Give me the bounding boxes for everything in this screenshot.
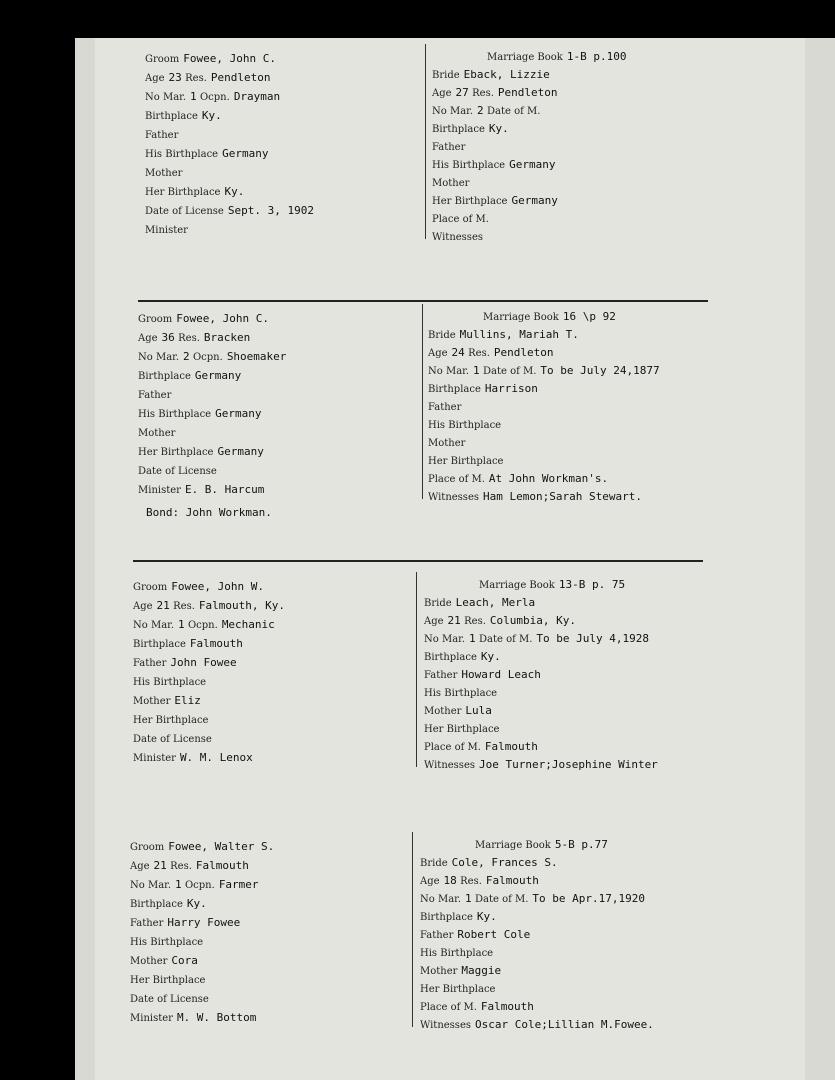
record-column-divider xyxy=(412,832,413,1027)
field-value: Germany xyxy=(217,445,264,458)
bride-field-row xyxy=(432,210,717,228)
groom-field-row xyxy=(145,107,420,125)
bride-field-row xyxy=(420,980,705,998)
field-value: At John Workman's. xyxy=(488,472,609,485)
field-value: Ky. xyxy=(480,650,501,663)
field-label: Mother xyxy=(424,706,462,717)
field-label: Birthplace xyxy=(138,371,191,382)
record-separator-line xyxy=(133,560,703,562)
groom-field-row xyxy=(138,386,413,404)
field-label: Date of M. xyxy=(482,366,537,377)
field-label: Father xyxy=(432,142,466,153)
field-label: His Birthplace xyxy=(432,160,506,171)
field-label: Marriage Book xyxy=(475,840,551,851)
field-value: 36 xyxy=(161,331,175,344)
field-label: Age xyxy=(133,601,153,612)
field-value: Oscar Cole;Lillian M.Fowee. xyxy=(475,1018,654,1031)
field-label: Ocpn. xyxy=(199,92,230,103)
bride-field-row xyxy=(420,944,705,962)
field-value: 24 xyxy=(451,346,465,359)
bride-field-row xyxy=(428,326,713,344)
groom-field-row xyxy=(138,329,413,347)
field-label: Res. xyxy=(464,616,486,627)
bride-field-row xyxy=(428,488,713,506)
field-value: Ky. xyxy=(186,897,207,910)
field-label: Date of License xyxy=(138,466,217,477)
bride-field-row xyxy=(420,890,705,908)
field-value: Eliz xyxy=(174,694,201,707)
groom-field-row xyxy=(145,164,420,182)
groom-field-row xyxy=(133,711,408,729)
field-label: Bride xyxy=(432,70,460,81)
field-value: Falmouth xyxy=(189,637,243,650)
field-label: No Mar. xyxy=(133,620,175,631)
field-label: Her Birthplace xyxy=(145,187,221,198)
field-value: Farmer xyxy=(218,878,259,891)
field-label: No Mar. xyxy=(424,634,466,645)
bride-field-row xyxy=(424,756,709,774)
field-value: 2 xyxy=(477,104,484,117)
bride-field-row xyxy=(420,872,705,890)
field-value: Columbia, Ky. xyxy=(489,614,576,627)
field-label: Mother xyxy=(428,438,466,449)
field-label: Father xyxy=(145,130,179,141)
record-column-divider xyxy=(416,572,417,767)
field-label: Groom xyxy=(133,582,168,593)
bride-field-row xyxy=(424,594,709,612)
field-value: Drayman xyxy=(233,90,281,103)
bride-field-row xyxy=(420,962,705,980)
field-value: 16 \p 92 xyxy=(562,310,616,323)
groom-field-row xyxy=(133,673,408,691)
field-value: John Fowee xyxy=(170,656,237,669)
bride-field-row xyxy=(424,702,709,720)
field-label: Her Birthplace xyxy=(130,975,206,986)
bride-field-row xyxy=(424,666,709,684)
groom-field-row xyxy=(130,876,405,894)
field-label: Date of License xyxy=(133,734,212,745)
field-value: Germany xyxy=(222,147,269,160)
field-label: Minister xyxy=(138,485,181,496)
field-label: Age xyxy=(138,333,158,344)
groom-field-row xyxy=(138,405,413,423)
field-value: Harrison xyxy=(484,382,538,395)
groom-field-row xyxy=(133,578,408,596)
groom-field-row xyxy=(130,857,405,875)
field-label: His Birthplace xyxy=(145,149,219,160)
groom-field-row xyxy=(145,50,420,68)
field-value: Germany xyxy=(215,407,262,420)
field-value: Fowee, Walter S. xyxy=(168,840,275,853)
field-value: Robert Cole xyxy=(457,928,531,941)
field-label: Witnesses xyxy=(424,760,475,771)
bride-field-row xyxy=(475,836,760,854)
field-label: Birthplace xyxy=(432,124,485,135)
field-label: Mother xyxy=(130,956,168,967)
field-label: Ocpn. xyxy=(192,352,223,363)
groom-field-row xyxy=(130,933,405,951)
field-label: Her Birthplace xyxy=(428,456,504,467)
bride-field-row xyxy=(420,1016,705,1034)
field-label: Bride xyxy=(424,598,452,609)
field-value: 1-B p.100 xyxy=(566,50,627,63)
groom-field-row xyxy=(138,462,413,480)
bride-field-row xyxy=(420,854,705,872)
field-value: Pendleton xyxy=(210,71,271,84)
field-label: His Birthplace xyxy=(133,677,207,688)
field-value: To be July 24,1877 xyxy=(540,364,660,377)
field-label: Date of License xyxy=(145,206,224,217)
field-value: M. W. Bottom xyxy=(176,1011,257,1024)
field-label: No Mar. xyxy=(428,366,470,377)
field-label: Birthplace xyxy=(133,639,186,650)
field-label: Witnesses xyxy=(420,1020,471,1031)
field-value: Ham Lemon;Sarah Stewart. xyxy=(483,490,642,503)
field-label: Bride xyxy=(428,330,456,341)
field-value: Germany xyxy=(511,194,558,207)
groom-field-row xyxy=(133,692,408,710)
field-value: Pendleton xyxy=(493,346,554,359)
field-value: 2 xyxy=(183,350,190,363)
field-label: Mother xyxy=(133,696,171,707)
groom-field-row xyxy=(145,202,420,220)
groom-field-row xyxy=(138,443,413,461)
field-value: Joe Turner;Josephine Winter xyxy=(479,758,658,771)
field-label: Her Birthplace xyxy=(432,196,508,207)
bride-field-row xyxy=(420,998,705,1016)
field-label: Witnesses xyxy=(428,492,479,503)
groom-field-row xyxy=(145,126,420,144)
bride-field-row xyxy=(424,648,709,666)
field-label: Her Birthplace xyxy=(424,724,500,735)
field-label: Birthplace xyxy=(145,111,198,122)
field-value: W. M. Lenox xyxy=(179,751,253,764)
field-value: Harry Fowee xyxy=(167,916,241,929)
field-label: Minister xyxy=(130,1013,173,1024)
field-value: To be July 4,1928 xyxy=(536,632,649,645)
bride-field-row xyxy=(432,174,717,192)
field-value: 1 xyxy=(175,878,182,891)
groom-field-row xyxy=(138,348,413,366)
bride-field-row xyxy=(432,192,717,210)
field-label: Mother xyxy=(432,178,470,189)
groom-field-row xyxy=(130,952,405,970)
field-label: Father xyxy=(133,658,167,669)
field-label: Date of M. xyxy=(478,634,533,645)
bride-field-row xyxy=(424,738,709,756)
field-label: Groom xyxy=(138,314,173,325)
field-value: 1 xyxy=(178,618,185,631)
groom-field-row xyxy=(133,654,408,672)
field-label: Witnesses xyxy=(432,232,483,243)
field-label: Mother xyxy=(145,168,183,179)
field-value: 21 xyxy=(153,859,167,872)
field-value: Sept. 3, 1902 xyxy=(227,204,314,217)
field-label: Age xyxy=(130,861,150,872)
groom-field-row xyxy=(130,1009,405,1027)
field-value: 1 xyxy=(469,632,476,645)
field-label: Birthplace xyxy=(130,899,183,910)
groom-field-row xyxy=(145,145,420,163)
groom-field-row xyxy=(138,424,413,442)
field-label: Father xyxy=(428,402,462,413)
field-value: Howard Leach xyxy=(461,668,541,681)
field-value: Falmouth, Ky. xyxy=(198,599,285,612)
field-value: Leach, Merla xyxy=(455,596,536,609)
field-value: Mechanic xyxy=(221,618,275,631)
field-value: Falmouth xyxy=(195,859,249,872)
field-value: Fowee, John C. xyxy=(176,312,270,325)
bride-field-row xyxy=(428,344,713,362)
field-value: Lula xyxy=(465,704,492,717)
field-label: Res. xyxy=(173,601,195,612)
field-value: Bracken xyxy=(203,331,251,344)
record-column-divider xyxy=(422,304,423,499)
field-label: No Mar. xyxy=(145,92,187,103)
field-label: Marriage Book xyxy=(487,52,563,63)
field-value: 13-B p. 75 xyxy=(558,578,626,591)
field-label: Place of M. xyxy=(428,474,485,485)
field-label: Groom xyxy=(145,54,180,65)
field-value: 5-B p.77 xyxy=(554,838,608,851)
groom-field-row xyxy=(145,221,420,239)
field-label: Date of M. xyxy=(486,106,541,117)
field-label: Ocpn. xyxy=(187,620,218,631)
field-label: Date of License xyxy=(130,994,209,1005)
field-value: E. B. Harcum xyxy=(184,483,265,496)
field-label: No Mar. xyxy=(432,106,474,117)
field-value: Falmouth xyxy=(485,874,539,887)
bride-field-row xyxy=(424,612,709,630)
groom-field-row xyxy=(145,69,420,87)
field-label: Mother xyxy=(420,966,458,977)
field-value: Eback, Lizzie xyxy=(463,68,550,81)
field-value: Cole, Frances S. xyxy=(451,856,558,869)
field-label: Age xyxy=(432,88,452,99)
field-label: Res. xyxy=(178,333,200,344)
field-value: To be Apr.17,1920 xyxy=(532,892,645,905)
bride-field-row xyxy=(428,398,713,416)
groom-field-row xyxy=(130,971,405,989)
field-value: Mullins, Mariah T. xyxy=(459,328,579,341)
bride-field-row xyxy=(432,120,717,138)
field-label: Place of M. xyxy=(432,214,489,225)
groom-field-row xyxy=(145,88,420,106)
field-value: Fowee, John W. xyxy=(171,580,265,593)
field-value: Maggie xyxy=(461,964,502,977)
bride-field-row xyxy=(428,362,713,380)
field-label: Date of M. xyxy=(474,894,529,905)
field-value: Ky. xyxy=(488,122,509,135)
field-value: Falmouth xyxy=(480,1000,534,1013)
field-label: Birthplace xyxy=(420,912,473,923)
field-value: Pendleton xyxy=(497,86,558,99)
field-value: 1 xyxy=(473,364,480,377)
groom-field-row xyxy=(138,481,413,499)
field-label: No Mar. xyxy=(130,880,172,891)
field-value: Cora xyxy=(171,954,198,967)
field-label: Her Birthplace xyxy=(133,715,209,726)
field-value: 23 xyxy=(168,71,182,84)
field-label: Her Birthplace xyxy=(420,984,496,995)
groom-field-row xyxy=(138,367,413,385)
groom-field-row xyxy=(130,914,405,932)
field-label: Res. xyxy=(170,861,192,872)
groom-field-row xyxy=(130,895,405,913)
field-label: No Mar. xyxy=(138,352,180,363)
field-value: Ky. xyxy=(201,109,222,122)
field-value: 21 xyxy=(156,599,170,612)
field-label: Res. xyxy=(472,88,494,99)
field-label: Father xyxy=(130,918,164,929)
groom-field-row xyxy=(130,990,405,1008)
field-label: Father xyxy=(420,930,454,941)
bride-field-row xyxy=(424,684,709,702)
field-label: Father xyxy=(424,670,458,681)
field-label: His Birthplace xyxy=(428,420,502,431)
field-label: Place of M. xyxy=(424,742,481,753)
bride-field-row xyxy=(432,156,717,174)
record-separator-line xyxy=(138,300,708,302)
field-label: His Birthplace xyxy=(424,688,498,699)
field-label: Ocpn. xyxy=(184,880,215,891)
field-label: Age xyxy=(145,73,165,84)
bride-field-row xyxy=(432,102,717,120)
groom-field-row xyxy=(133,749,408,767)
field-value: 27 xyxy=(455,86,469,99)
field-label: Marriage Book xyxy=(483,312,559,323)
bride-field-row xyxy=(487,48,772,66)
record-column-divider xyxy=(425,44,426,239)
field-value: 1 xyxy=(465,892,472,905)
bond-note: Bond: John Workman. xyxy=(146,506,272,519)
field-label: His Birthplace xyxy=(130,937,204,948)
field-label: Birthplace xyxy=(428,384,481,395)
field-label: Bride xyxy=(420,858,448,869)
bride-field-row xyxy=(420,926,705,944)
groom-field-row xyxy=(133,730,408,748)
bride-field-row xyxy=(479,576,764,594)
field-label: Minister xyxy=(133,753,176,764)
field-label: Place of M. xyxy=(420,1002,477,1013)
field-value: Falmouth xyxy=(484,740,538,753)
bride-field-row xyxy=(424,720,709,738)
field-label: Res. xyxy=(460,876,482,887)
bride-field-row xyxy=(428,470,713,488)
field-value: Ky. xyxy=(224,185,245,198)
groom-field-row xyxy=(145,183,420,201)
field-value: 1 xyxy=(190,90,197,103)
groom-field-row xyxy=(138,310,413,328)
bride-field-row xyxy=(483,308,768,326)
field-label: Groom xyxy=(130,842,165,853)
bride-field-row xyxy=(420,908,705,926)
field-label: Age xyxy=(424,616,444,627)
field-label: Res. xyxy=(185,73,207,84)
bride-field-row xyxy=(424,630,709,648)
groom-field-row xyxy=(133,635,408,653)
field-label: Father xyxy=(138,390,172,401)
field-label: Age xyxy=(428,348,448,359)
field-value: 18 xyxy=(443,874,457,887)
bride-field-row xyxy=(428,452,713,470)
field-label: His Birthplace xyxy=(420,948,494,959)
groom-field-row xyxy=(133,597,408,615)
field-label: Her Birthplace xyxy=(138,447,214,458)
field-label: Mother xyxy=(138,428,176,439)
bride-field-row xyxy=(432,138,717,156)
field-value: Germany xyxy=(509,158,556,171)
field-value: Ky. xyxy=(476,910,497,923)
field-value: Fowee, John C. xyxy=(183,52,277,65)
bride-field-row xyxy=(432,228,717,246)
groom-field-row xyxy=(130,838,405,856)
bride-field-row xyxy=(432,66,717,84)
field-label: Birthplace xyxy=(424,652,477,663)
field-label: Marriage Book xyxy=(479,580,555,591)
field-value: Germany xyxy=(194,369,242,382)
field-value: Shoemaker xyxy=(226,350,287,363)
bride-field-row xyxy=(428,380,713,398)
field-label: Minister xyxy=(145,225,188,236)
bride-field-row xyxy=(428,434,713,452)
bride-field-row xyxy=(428,416,713,434)
groom-field-row xyxy=(133,616,408,634)
field-label: Res. xyxy=(468,348,490,359)
field-label: Age xyxy=(420,876,440,887)
field-label: His Birthplace xyxy=(138,409,212,420)
field-label: No Mar. xyxy=(420,894,462,905)
field-value: 21 xyxy=(447,614,461,627)
bride-field-row xyxy=(432,84,717,102)
